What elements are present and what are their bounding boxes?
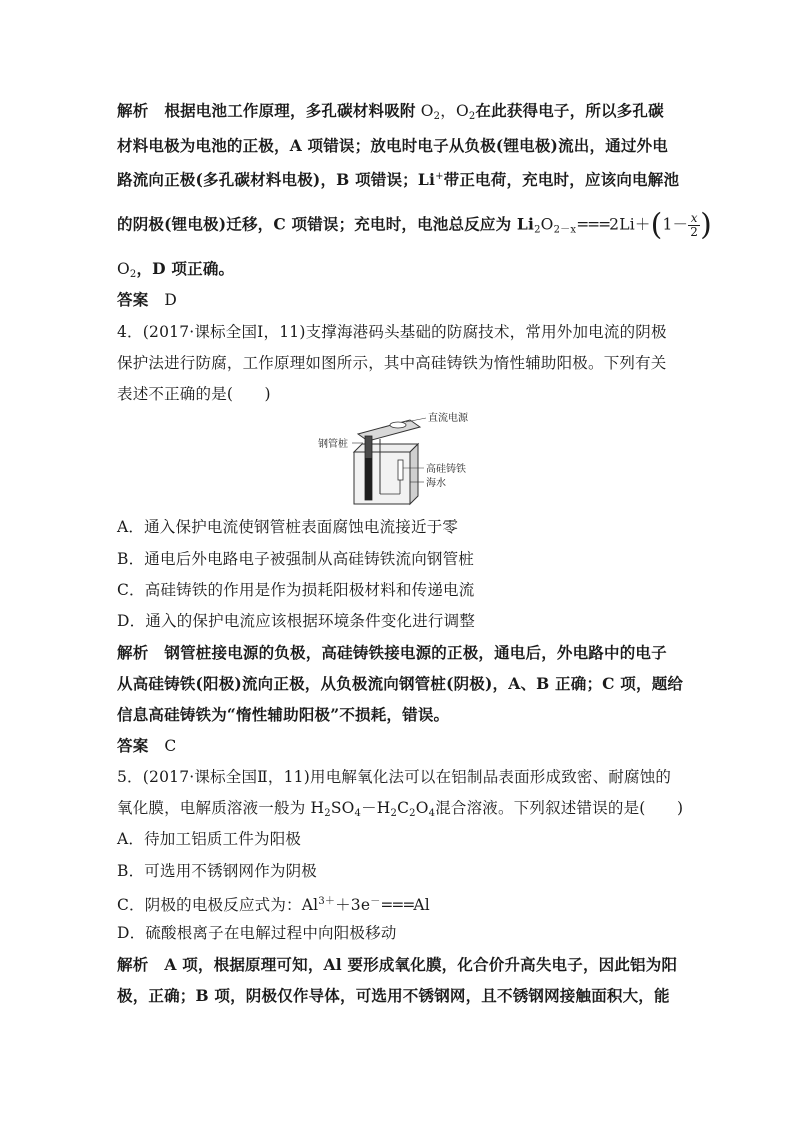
fraction: $\frac{x}{2}$	[690, 211, 699, 239]
question-4-stem: 保护法进行防腐，工作原理如图所示，其中高硅铸铁为惰性辅助阳极。下列有关	[117, 354, 667, 372]
question-4-stem: 4．(2017·课标全国Ⅰ，11)支撑海港码头基础的防腐技术，常用外加电流的阴极	[117, 323, 667, 341]
tank-side	[410, 444, 418, 504]
label-seawater: 海水	[426, 478, 446, 489]
answer-label: 答案	[117, 736, 149, 755]
option-a: A．通入保护电流使钢管桩表面腐蚀电流接近于零	[117, 518, 459, 536]
tank-top	[354, 444, 418, 452]
answer-label: 答案	[117, 290, 149, 309]
high-silicon-iron	[398, 460, 403, 480]
option-d: D．通入的保护电流应该根据环境条件变化进行调整	[117, 612, 476, 630]
option-c: C．阴极的电极反应式为：$Al^{3+}+3e^-===Al$	[117, 896, 430, 914]
option-c: C．高硅铸铁的作用是作为损耗阳极材料和传递电流	[117, 581, 475, 599]
analysis-paragraph-line: 解析 根据电池工作原理，多孔碳材料吸附 $O_2$，$O_2$在此获得电子，所以多孔碳	[117, 101, 664, 122]
label-power-supply: 直流电源	[428, 413, 468, 424]
analysis-paragraph-line: 从高硅铸铁(阳极)流向正极，从负极流向钢管桩(阴极)，A、B 正确；C 项，题给	[117, 674, 684, 693]
analysis-paragraph-line: 解析 钢管桩接电源的负极，高硅铸铁接电源的正极，通电后，外电路中的电子	[117, 643, 667, 662]
option-d: D．硫酸根离子在电解过程中向阳极移动	[117, 924, 397, 942]
option-b: B．可选用不锈钢网作为阴极	[117, 862, 317, 880]
label-steel-pile: 钢管桩	[318, 439, 348, 450]
analysis-label: 解析	[117, 955, 149, 974]
analysis-paragraph-line: 的阴极(锂电极)迁移，C 项错误；充电时，电池总反应为 $Li_2O_{2-x}===2Li+(1-$ $\frac{x}{2}$ )	[117, 207, 712, 243]
steel-pile-submerged	[365, 458, 372, 500]
option-a: A．待加工铝质工件为阳极	[117, 830, 302, 848]
question-4-stem: 表述不正确的是( )	[117, 385, 271, 403]
question-5-stem: 氧化膜，电解质溶液一般为 $H_2SO_4-H_2C_2O_4$混合溶液。下列叙述错误的是( )	[117, 799, 684, 819]
label-high-silicon-iron: 高硅铸铁	[426, 464, 466, 475]
analysis-label: 解析	[117, 643, 149, 662]
analysis-paragraph-line: 信息高硅铸铁为“惰性辅助阳极”不损耗，错误。	[117, 705, 450, 724]
cathodic-protection-diagram	[318, 410, 508, 510]
analysis-paragraph-line: 材料电极为电池的正极，A 项错误；放电时电子从负极(锂电极)流出，通过外电	[117, 136, 668, 155]
question-5-stem: 5．(2017·课标全国Ⅱ，11)用电解氧化法可以在铝制品表面形成致密、耐腐蚀的	[117, 768, 672, 786]
answer-value: D	[164, 291, 178, 309]
option-b: B．通电后外电路电子被强制从高硅铸铁流向钢管桩	[117, 550, 474, 568]
answer-value: C	[164, 737, 177, 755]
analysis-paragraph-line: $O_2$，D 项正确。	[117, 259, 235, 280]
analysis-paragraph-line: 解析 A 项，根据原理可知，Al 要形成氧化膜，化合价升高失电子，因此铝为阳	[117, 955, 678, 974]
analysis-label: 解析	[117, 101, 149, 120]
power-terminal	[390, 422, 406, 428]
answer-line	[117, 290, 687, 310]
analysis-paragraph-line: 极，正确；B 项，阴极仅作导体，可选用不锈钢网，且不锈钢网接触面积大，能	[117, 986, 670, 1005]
answer-line	[117, 736, 687, 756]
analysis-paragraph-line: 路流向正极(多孔碳材料电极)，B 项错误；Li+带正电荷，充电时，应该向电解池	[117, 170, 680, 189]
